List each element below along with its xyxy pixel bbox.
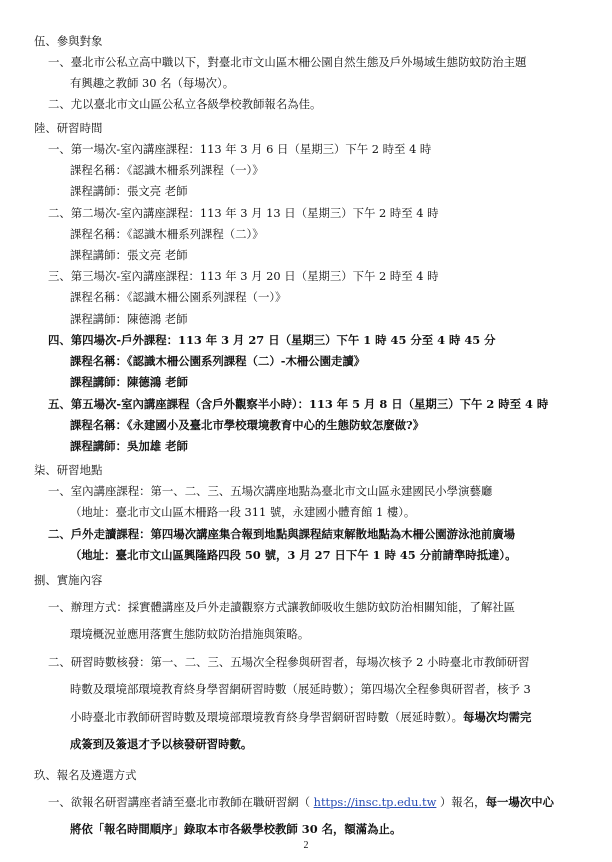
text-line-bold: （地址：臺北市文山區興隆路四段 50 號，3 月 27 日下午 1 時 45 分前請準時抵達）。 [70,548,517,562]
text-line-bold: 成簽到及簽退才予以核發研習時數。 [70,737,253,751]
text-line: 一、臺北市公私立高中職以下，對臺北市文山區木柵公園自然生態及戶外場域生態防蚊防治主題 [48,55,527,69]
text-line: 二、研習時數核發：第一、二、三、五場次全程參與研習者，每場次核予 2 小時臺北市教師研習 [48,655,530,669]
text-span: ）報名， [436,795,486,809]
text-line: 一、第一場次-室內講座課程：113 年 3 月 6 日（星期三）下午 2 時至 4 時 [48,142,432,156]
text-line: 課程講師：張文亮 老師 [70,248,188,262]
section-heading-registration: 玖、報名及遴選方式 [34,768,137,782]
text-line: （地址：臺北市文山區木柵路一段 311 號，永建國小體育館 1 樓）。 [70,505,416,519]
text-line: 三、第三場次-室內講座課程：113 年 3 月 20 日（星期三）下午 2 時至 4 時 [48,269,439,283]
text-line: 二、尤以臺北市文山區公私立各級學校教師報名為佳。 [48,97,322,111]
page-number: 2 [303,840,309,851]
text-span-bold: 每一場次中心 [485,795,554,809]
registration-link[interactable]: https://insc.tp.edu.tw [313,795,437,809]
text-line: 課程名稱：《認識木柵系列課程（二）》 [70,227,264,241]
text-line-bold: 課程名稱：《永建國小及臺北市學校環境教育中心的生態防蚊怎麼做?》 [70,418,425,432]
text-line: 有興趣之教師 30 名（每場次）。 [70,76,235,90]
text-line: 課程講師：張文亮 老師 [70,184,188,198]
section-heading-location: 柒、研習地點 [34,463,103,477]
text-line-mixed [70,710,531,724]
text-line-bold: 課程講師：吳加雄 老師 [70,439,188,453]
text-line-bold: 五、第五場次-室內講座課程（含戶外觀察半小時）：113 年 5 月 8 日（星期三）下午 2 時至 4 時 [48,397,549,411]
text-line-bold: 課程名稱：《認識木柵公園系列課程（二）-木柵公園走讀》 [70,354,366,368]
text-line: 環境概況並應用落實生態防蚊防治措施與策略。 [70,627,310,641]
text-line: 課程名稱：《認識木柵系列課程（一）》 [70,163,264,177]
text-line-bold: 四、第四場次-戶外課程：113 年 3 月 27 日（星期三）下午 1 時 45 分至 4 時 45 分 [48,333,496,347]
text-line-bold: 課程講師：陳德鴻 老師 [70,375,188,389]
text-line: 一、室內講座課程：第一、二、三、五場次講座地點為臺北市文山區永建國民小學演藝廳 [48,484,493,498]
section-heading-participants: 伍、參與對象 [34,34,103,48]
text-line: 課程名稱：《認識木柵公園系列課程（一）》 [70,290,287,304]
text-line: 課程講師：陳德鴻 老師 [70,312,188,326]
text-line-bold: 將依「報名時間順序」錄取本市各級學校教師 30 名，額滿為止。 [70,822,402,836]
text-line-bold: 二、戶外走讀課程：第四場次講座集合報到地點與課程結束解散地點為木柵公園游泳池前廣場 [48,527,516,541]
text-line-mixed [48,795,554,809]
text-span: 一、欲報名研習講座者請至臺北市教師在職研習網（ [48,795,314,809]
text-line: 二、第二場次-室內講座課程：113 年 3 月 13 日（星期三）下午 2 時至 4 時 [48,206,439,220]
section-heading-content: 捌、實施內容 [34,573,103,587]
text-span-bold: 每場次均需完 [462,710,532,724]
text-line: 時數及環境部環境教育終身學習網研習時數（展延時數）；第四場次全程參與研習者，核予 3 [70,682,531,696]
text-line: 一、辦理方式：採實體講座及戶外走讀觀察方式讓教師吸收生態防蚊防治相關知能，了解社區 [48,600,516,614]
text-span: 小時臺北市教師研習時數及環境部環境教育終身學習網研習時數（展延時數）。 [70,710,463,724]
section-heading-time: 陸、研習時間 [34,121,103,135]
